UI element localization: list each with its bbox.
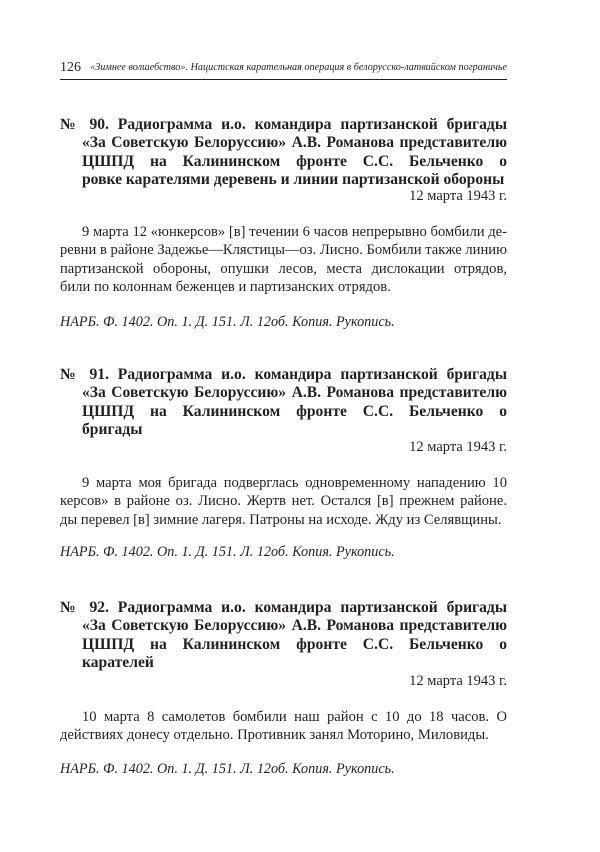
heading-line: № 91. Радиограмма и.о. командира партизанской бригады	[60, 366, 507, 383]
header-rule	[60, 79, 507, 80]
heading-line: ЦШПД на Калининском фронте С.С. Бельченко о	[82, 152, 507, 170]
body-line: 9 марта моя бригада подверглась одновременному нападению 10	[82, 475, 507, 491]
body-line: керсов» в районе оз. Лисно. Жертв нет. Остался [в] прежнем районе.	[60, 493, 507, 510]
body-line: ревни в районе Задежье—Клястицы—оз. Лисно. Бомбили также линию	[60, 242, 507, 259]
document-92-date: 12 марта 1943 г.	[409, 673, 507, 689]
document-91-source: НАРБ. Ф. 1402. Оп. 1. Д. 151. Л. 12об. Копия. Рукопись.	[60, 544, 395, 560]
page-number: 126	[60, 60, 81, 75]
body-line: действиях донесу отдельно. Противник занял Моторино, Миловиды.	[60, 727, 489, 744]
body-line: 9 марта 12 «юнкерсов» [в] течении 6 часов непрерывно бомбили де-	[82, 224, 507, 240]
heading-line: «За Советскую Белоруссию» А.В. Романова представителю	[82, 134, 507, 152]
heading-line: ЦШПД на Калининском фронте С.С. Бельченко о	[82, 402, 507, 420]
body-line: 10 марта 8 самолетов бомбили наш район с 10 до 18 часов. О	[82, 709, 507, 725]
heading-line: № 90. Радиограмма и.о. командира партизанской бригады	[60, 116, 507, 133]
body-line: партизанской обороны, опушки лесов, места дислокации отрядов,	[60, 260, 507, 277]
running-title: «Зимнее волшебство». Нацистская карательная операция в белорусско-латвийском пограничье	[90, 62, 507, 73]
document-91-heading	[60, 366, 507, 440]
heading-line: «За Советскую Белоруссию» А.В. Романова представителю	[82, 384, 507, 402]
document-92-body	[60, 708, 507, 745]
heading-line: «За Советскую Белоруссию» А.В. Романова представителю	[82, 617, 507, 635]
document-92-source: НАРБ. Ф. 1402. Оп. 1. Д. 151. Л. 12об. Копия. Рукопись.	[60, 761, 395, 777]
document-91-date: 12 марта 1943 г.	[409, 439, 507, 455]
document-90-body	[60, 223, 507, 297]
document-90-date: 12 марта 1943 г.	[409, 188, 507, 204]
document-91-body	[60, 474, 507, 529]
heading-line: ровке карателями деревень и линии партизанской обороны	[82, 171, 505, 189]
heading-line: № 92. Радиограмма и.о. командира партизанской бригады	[60, 599, 507, 616]
heading-line: ЦШПД на Калининском фронте С.С. Бельченко о	[82, 635, 507, 653]
running-header	[60, 60, 507, 76]
document-90-heading	[60, 116, 507, 190]
document-92-heading	[60, 599, 507, 673]
body-line: били по колоннам беженцев и партизанских отрядов.	[60, 279, 391, 296]
document-90-source: НАРБ. Ф. 1402. Оп. 1. Д. 151. Л. 12об. Копия. Рукопись.	[60, 314, 395, 330]
heading-line: карателей	[82, 654, 154, 672]
heading-line: бригады	[82, 421, 143, 439]
body-line: ды перевел [в] зимние лагеря. Патроны на исходе. Жду из Селявщины.	[60, 511, 502, 528]
